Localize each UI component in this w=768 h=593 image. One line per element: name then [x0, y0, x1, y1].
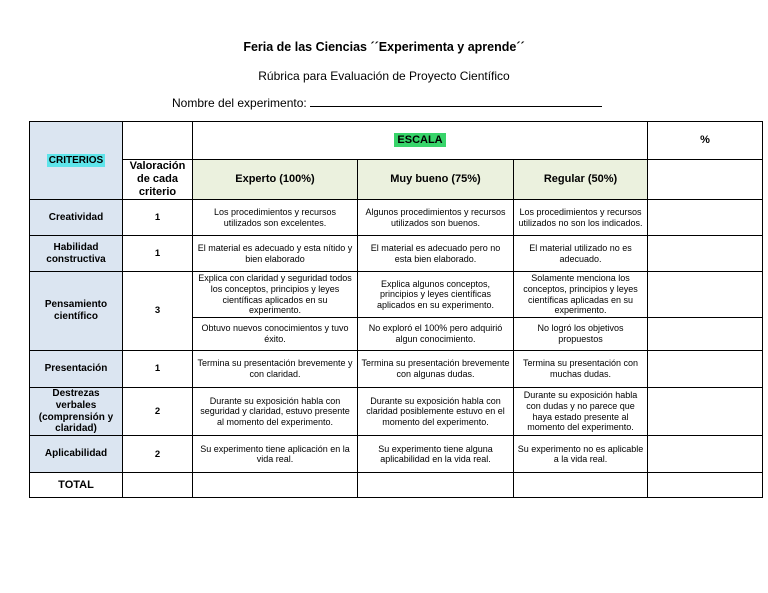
- descriptor-regular: Los procedimientos y recursos utilizados no son los indicados.: [514, 200, 648, 236]
- valoracion-blank-cell: [123, 122, 193, 160]
- percent-header: %: [648, 122, 763, 160]
- criterion-creatividad: Creatividad: [30, 200, 123, 236]
- percent-cell: [648, 160, 763, 200]
- descriptor-experto: Explica con claridad y seguridad todos los conceptos, principios y leyes científicas aplicados en su experimento.: [193, 272, 358, 318]
- descriptor-muy-bueno: Durante su exposición habla con claridad posiblemente estuvo en el momento del experimento.: [358, 388, 514, 436]
- descriptor-regular: Solamente menciona los conceptos, principios y leyes científicas aplicadas en su experimento.: [514, 272, 648, 318]
- descriptor-muy-bueno: Termina su presentación brevemente con algunas dudas.: [358, 351, 514, 388]
- rubric-table: [29, 121, 763, 498]
- header-row-2: [30, 160, 763, 200]
- descriptor-regular: Termina su presentación con muchas dudas.: [514, 351, 648, 388]
- percent-cell: [648, 272, 763, 318]
- criterion-value: 2: [123, 436, 193, 473]
- valoracion-header: Valoración de cada criterio: [123, 160, 193, 200]
- table-row: [30, 436, 763, 473]
- level-experto-header: Experto (100%): [193, 160, 358, 200]
- experiment-name-line: [172, 95, 602, 110]
- experiment-name-label: Nombre del experimento:: [172, 96, 307, 110]
- descriptor-experto: Su experimento tiene aplicación en la vida real.: [193, 436, 358, 473]
- total-label: TOTAL: [30, 473, 123, 498]
- descriptor-regular: Su experimento no es aplicable a la vida real.: [514, 436, 648, 473]
- percent-cell: [648, 351, 763, 388]
- criterios-header: [30, 122, 123, 200]
- criterios-label: CRITERIOS: [48, 154, 104, 166]
- table-row: [30, 236, 763, 272]
- descriptor-experto: Durante su exposición habla con seguridad y claridad, estuvo presente al momento del experimento.: [193, 388, 358, 436]
- total-cell: [193, 473, 358, 498]
- escala-header: [193, 122, 648, 160]
- criterion-destrezas-verbales: Destrezas verbales (comprensión y claridad): [30, 388, 123, 436]
- experiment-name-blank: [310, 95, 602, 107]
- descriptor-muy-bueno: No exploró el 100% pero adquirió algun conocimiento.: [358, 318, 514, 351]
- percent-cell: [648, 436, 763, 473]
- total-cell: [358, 473, 514, 498]
- criterion-pensamiento-cientifico: Pensamiento científico: [30, 272, 123, 351]
- document-title: Feria de las Ciencias ´´Experimenta y aprende´´: [243, 40, 525, 54]
- level-muy-bueno-header: Muy bueno (75%): [358, 160, 514, 200]
- header-row-1: [30, 122, 763, 160]
- criterion-habilidad-constructiva: Habilidad constructiva: [30, 236, 123, 272]
- total-cell: [648, 473, 763, 498]
- escala-label: ESCALA: [394, 133, 445, 147]
- percent-cell: [648, 200, 763, 236]
- table-row: [30, 351, 763, 388]
- descriptor-regular: El material utilizado no es adecuado.: [514, 236, 648, 272]
- descriptor-experto: Los procedimientos y recursos utilizados son excelentes.: [193, 200, 358, 236]
- descriptor-muy-bueno: El material es adecuado pero no esta bien elaborado.: [358, 236, 514, 272]
- criterion-aplicabilidad: Aplicabilidad: [30, 436, 123, 473]
- document-subtitle: Rúbrica para Evaluación de Proyecto Científico: [258, 69, 510, 83]
- descriptor-muy-bueno: Explica algunos conceptos, principios y leyes científicas aplicados en su experimento.: [358, 272, 514, 318]
- table-row: [30, 388, 763, 436]
- level-regular-header: Regular (50%): [514, 160, 648, 200]
- criterion-value: 1: [123, 200, 193, 236]
- table-row: [30, 200, 763, 236]
- total-cell: [123, 473, 193, 498]
- descriptor-regular: No logró los objetivos propuestos: [514, 318, 648, 351]
- descriptor-experto: Obtuvo nuevos conocimientos y tuvo éxito.: [193, 318, 358, 351]
- criterion-value: 1: [123, 236, 193, 272]
- descriptor-muy-bueno: Su experimento tiene alguna aplicabilidad en la vida real.: [358, 436, 514, 473]
- criterion-value: 1: [123, 351, 193, 388]
- percent-cell: [648, 318, 763, 351]
- total-cell: [514, 473, 648, 498]
- descriptor-muy-bueno: Algunos procedimientos y recursos utilizados son buenos.: [358, 200, 514, 236]
- criterion-value: 3: [123, 272, 193, 351]
- descriptor-experto: Termina su presentación brevemente y con claridad.: [193, 351, 358, 388]
- table-row: [30, 272, 763, 318]
- total-row: [30, 473, 763, 498]
- descriptor-experto: El material es adecuado y esta nítido y bien elaborado: [193, 236, 358, 272]
- descriptor-regular: Durante su exposición habla con dudas y no parece que haya estado presente al momento del experimento.: [514, 388, 648, 436]
- percent-cell: [648, 388, 763, 436]
- percent-cell: [648, 236, 763, 272]
- criterion-value: 2: [123, 388, 193, 436]
- criterion-presentacion: Presentación: [30, 351, 123, 388]
